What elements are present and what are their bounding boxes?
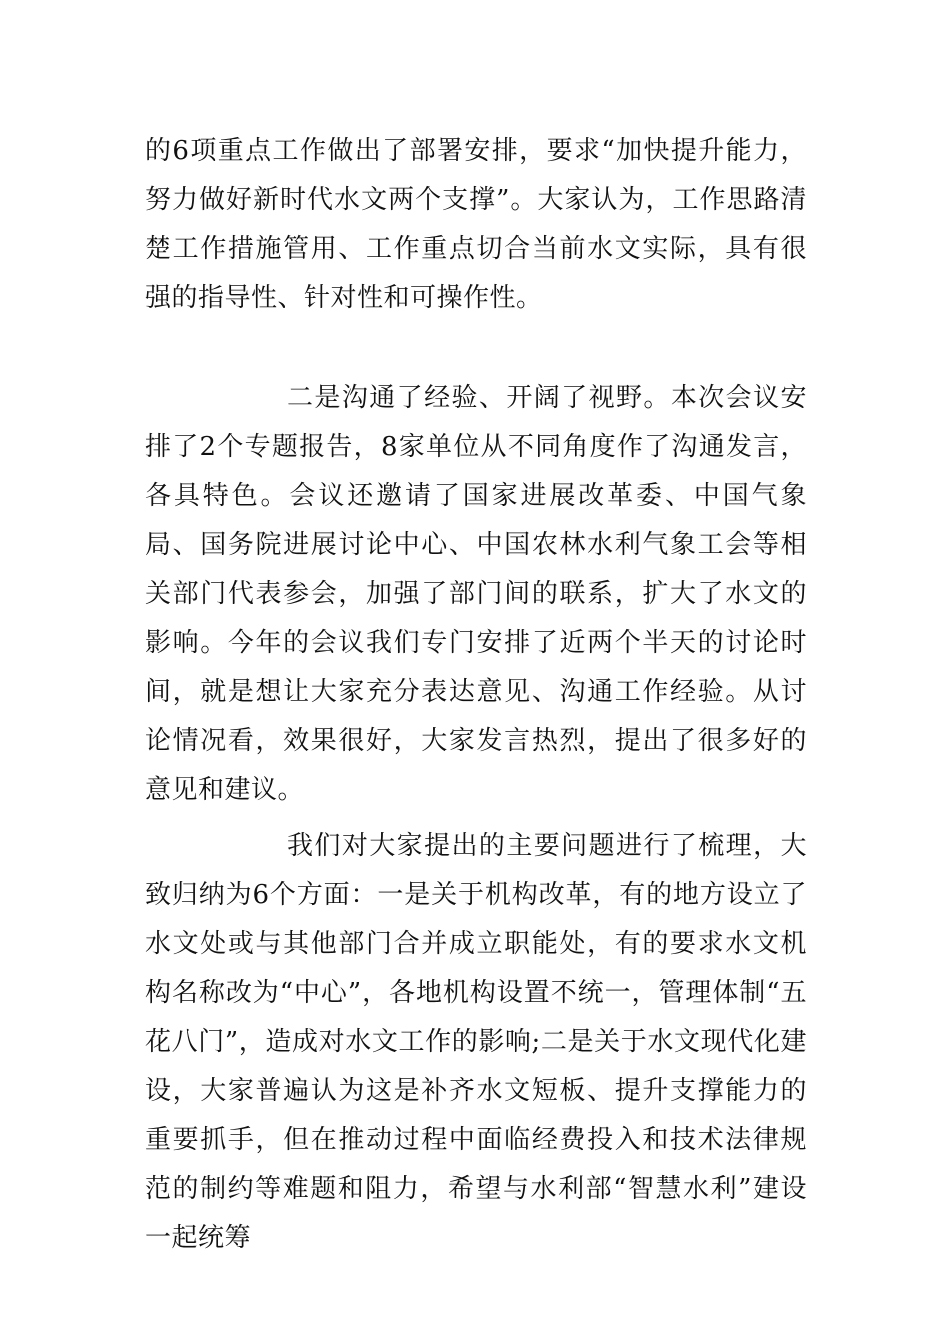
paragraph-exchange-experience: 二是沟通了经验、开阔了视野。本次会议安排了2个专题报告，8家单位从不同角度作了沟通发言，各具特色。会议还邀请了国家进展改革委、中国气象局、国务院进展讨论中心、中国农林水利气象工会等相关部门代表参会，加强了部门间的联系，扩大了水文的影响。今年的会议我们专门安排了近两个半天的讨论时间，就是想让大家充分表达意见、沟通工作经验。从讨论情况看，效果很好，大家发言热烈，提出了很多好的意见和建议。 bbox=[145, 383, 807, 805]
paragraph-main-issues: 我们对大家提出的主要问题进行了梳理，大致归纳为6个方面：一是关于机构改革，有的地方设立了水文处或与其他部门合并成立职能处，有的要求水文机构名称改为“中心”，各地机构设置不统一，管理体制“五花八门”，造成对水文工作的影响;二是关于水文现代化建设，大家普遍认为这是补齐水文短板、提升支撑能力的重要抓手，但在推动过程中面临经费投入和技术法律规范的制约等难题和阻力，希望与水利部“智慧水利”建设一起统筹 bbox=[145, 831, 807, 1253]
paragraph-continuation: 的6项重点工作做出了部署安排，要求“加快提升能力，努力做好新时代水文两个支撑”。大家认为，工作思路清楚工作措施管用、工作重点切合当前水文实际，具有很强的指导性、针对性和可操作性。 bbox=[145, 136, 807, 313]
